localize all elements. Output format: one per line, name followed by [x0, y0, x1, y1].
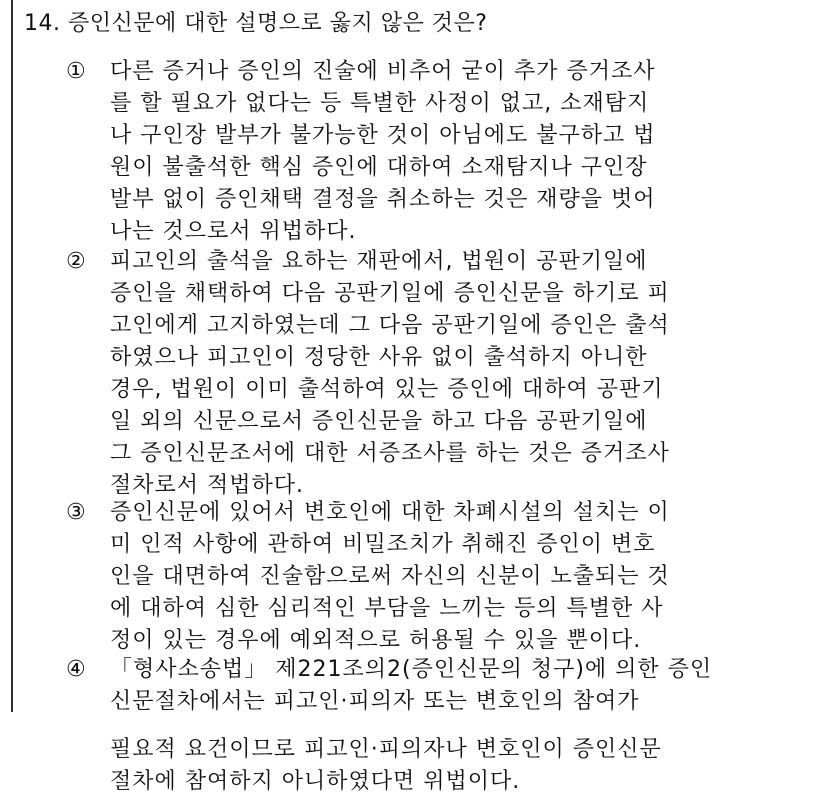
option-4-continued-text [110, 734, 662, 798]
option-3-text [110, 497, 670, 657]
option-4-line: 「형사소송법」 제221조의2(증인신문의 청구)에 의한 증인 [110, 657, 713, 682]
option-2-text [110, 246, 670, 502]
option-1-line: 나 구인장 발부가 불가능한 것이 아님에도 불구하고 법 [110, 123, 656, 148]
option-1-line: 발부 없이 증인채택 결정을 취소하는 것은 재량을 벗어 [110, 187, 656, 212]
option-3-line: 에 대하여 심한 심리적인 부담을 느끼는 등의 특별한 사 [110, 596, 664, 621]
option-2-line: 피고인의 출석을 요하는 재판에서, 법원이 공판기일에 [110, 249, 648, 274]
option-3-line: 미 인적 사항에 관하여 비밀조치가 취해진 증인이 변호 [110, 532, 656, 557]
option-1-line: 원이 불출석한 핵심 증인에 대하여 소재탐지나 구인장 [110, 155, 648, 180]
question-text: 14. 증인신문에 대한 설명으로 옳지 않은 것은? [24, 11, 488, 36]
option-1-line: 다른 증거나 증인의 진술에 비추어 굳이 추가 증거조사 [110, 59, 656, 84]
option-2-line: 고인에게 고지하였는데 그 다음 공판기일에 증인은 출석 [110, 313, 670, 338]
option-2-line: 증인을 채택하여 다음 공판기일에 증인신문을 하기로 피 [110, 281, 670, 306]
option-4-line: 신문절차에서는 피고인·피의자 또는 변호인의 참여가 [110, 689, 640, 714]
left-margin-rule [11, 0, 13, 712]
option-2-line: 그 증인신문조서에 대한 서증조사를 하는 것은 증거조사 [110, 441, 670, 466]
option-4-number: ④ [66, 657, 86, 682]
option-4-line: 필요적 요건이므로 피고인·피의자나 변호인이 증인신문 [110, 737, 662, 762]
option-1-number: ① [66, 59, 86, 84]
option-1-line: 나는 것으로서 위법하다. [110, 219, 357, 244]
option-2-line: 하였으나 피고인이 정당한 사유 없이 출석하지 아니한 [110, 345, 648, 370]
option-3-line: 증인신문에 있어서 변호인에 대한 차폐시설의 설치는 이 [110, 500, 670, 525]
option-4-line: 절차에 참여하지 아니하였다면 위법이다. [110, 769, 521, 794]
option-1-line: 를 할 필요가 없다는 등 특별한 사정이 없고, 소재탐지 [110, 91, 650, 116]
option-4-text [110, 654, 712, 718]
option-2-number: ② [66, 249, 86, 274]
option-1-text [110, 56, 656, 248]
option-2-line: 절차로서 적법하다. [110, 473, 305, 498]
option-3-number: ③ [66, 500, 86, 525]
option-2-line: 일 외의 신문으로서 증인신문을 하고 다음 공판기일에 [110, 409, 648, 434]
option-3-line: 정이 있는 경우에 예외적으로 허용될 수 있을 뿐이다. [110, 628, 642, 653]
option-2-line: 경우, 법원이 이미 출석하여 있는 증인에 대하여 공판기 [110, 377, 664, 402]
option-3-line: 인을 대면하여 진술함으로써 자신의 신분이 노출되는 것 [110, 564, 670, 589]
